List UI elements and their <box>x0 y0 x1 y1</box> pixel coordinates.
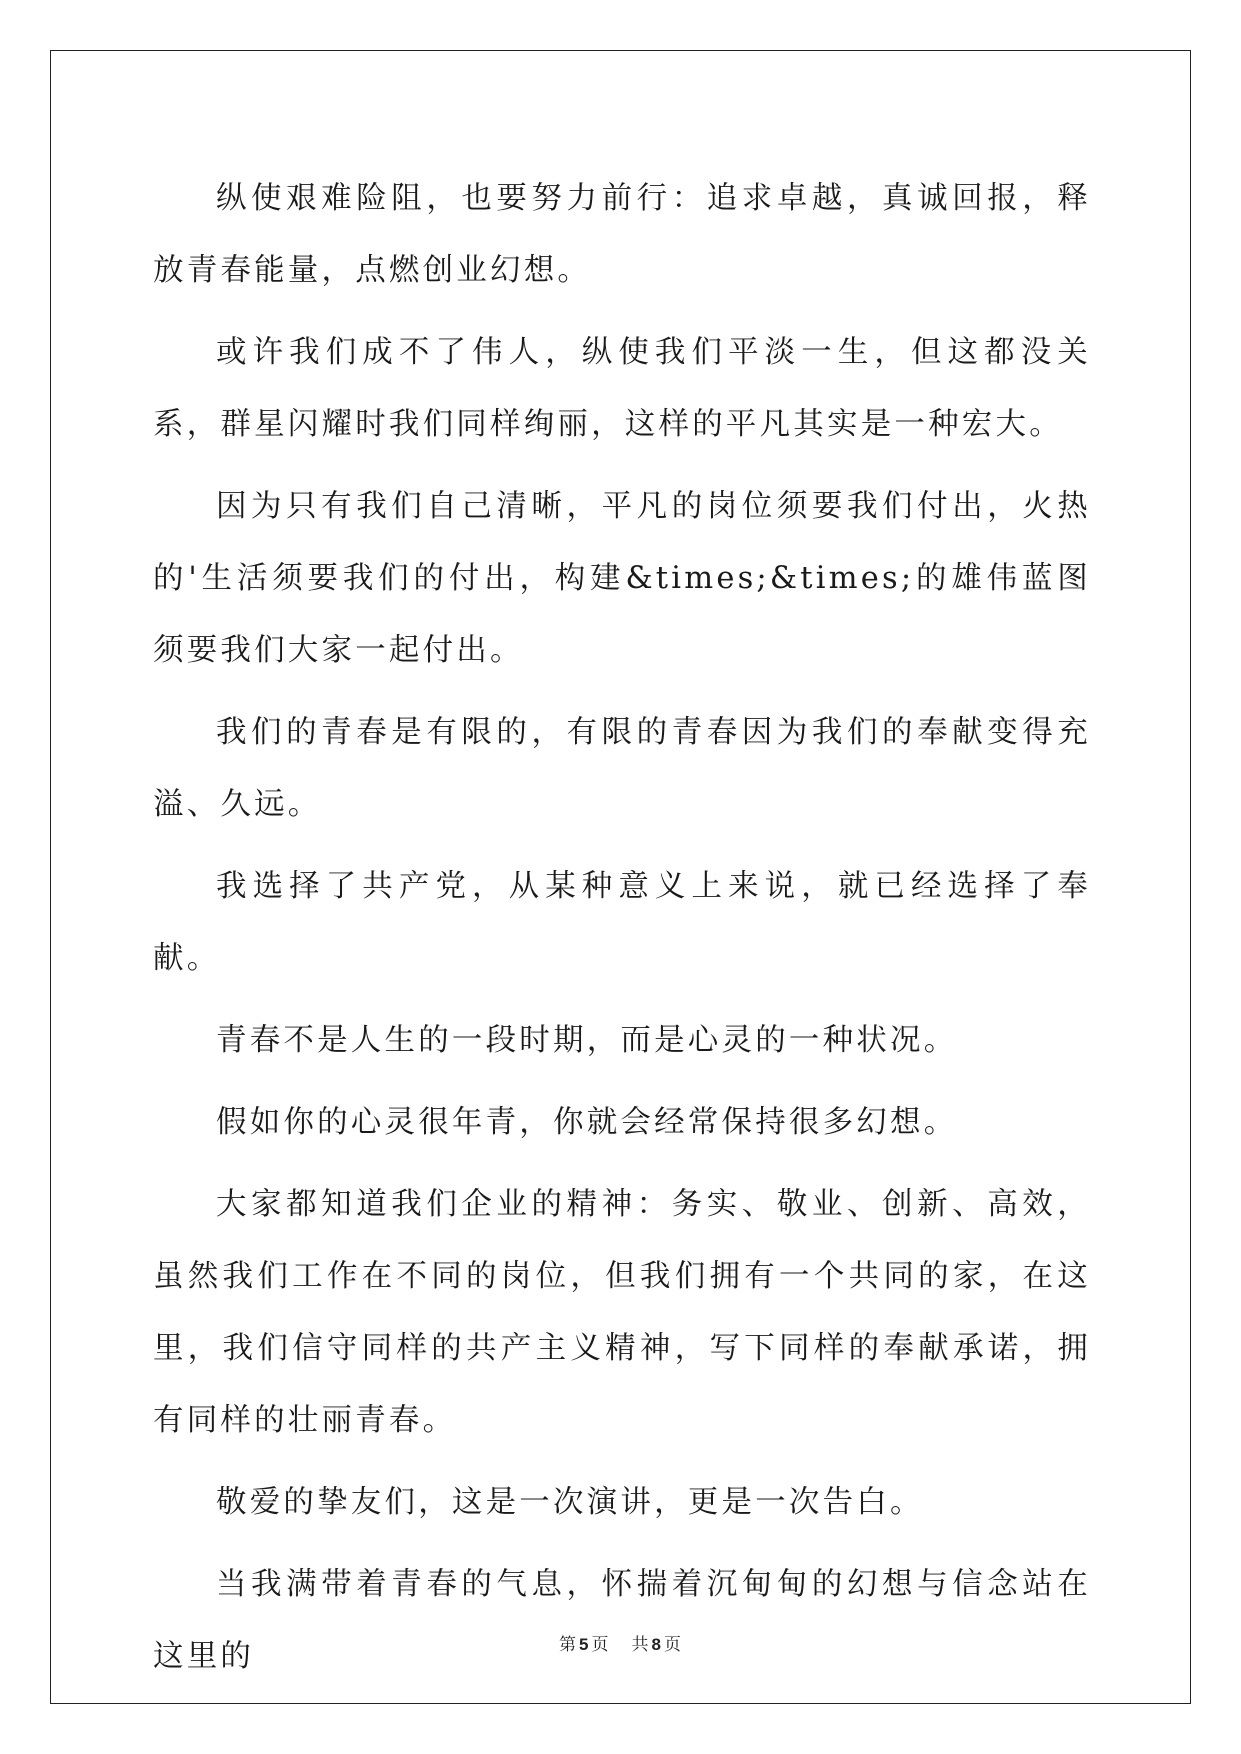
page-number: 5 <box>579 1635 590 1654</box>
paragraph: 我们的青春是有限的，有限的青春因为我们的奉献变得充溢、久远。 <box>153 715 1091 822</box>
paragraph: 我选择了共产党，从某种意义上来说，就已经选择了奉献。 <box>153 869 1091 976</box>
paragraph: 大家都知道我们企业的精神：务实、敬业、创新、高效，虽然我们工作在不同的岗位，但我们拥有一个共同的家，在这里，我们信守同样的共产主义精神，写下同样的奉献承诺，拥有同样的壮丽青春。 <box>153 1187 1091 1438</box>
page-footer <box>0 1630 1241 1655</box>
page-prefix: 第 <box>559 1635 578 1654</box>
page-suffix: 页 <box>591 1635 610 1654</box>
paragraph: 因为只有我们自己清晰，平凡的岗位须要我们付出，火热的'生活须要我们的付出，构建&times;&times;的雄伟蓝图须要我们大家一起付出。 <box>153 489 1091 668</box>
total-pages: 8 <box>651 1635 662 1654</box>
paragraph: 敬爱的挚友们，这是一次演讲，更是一次告白。 <box>216 1485 924 1520</box>
paragraph: 青春不是人生的一段时期，而是心灵的一种状况。 <box>216 1023 958 1058</box>
total-suffix: 页 <box>663 1635 682 1654</box>
paragraph: 当我满带着青春的气息，怀揣着沉甸甸的幻想与信念站在这里的 <box>153 1567 1091 1674</box>
paragraph: 或许我们成不了伟人，纵使我们平淡一生，但这都没关系，群星闪耀时我们同样绚丽，这样的平凡其实是一种宏大。 <box>153 335 1091 442</box>
paragraph: 假如你的心灵很年青，你就会经常保持很多幻想。 <box>216 1105 958 1140</box>
total-prefix: 共 <box>631 1635 650 1654</box>
paragraph: 纵使艰难险阻，也要努力前行：追求卓越，真诚回报，释放青春能量，点燃创业幻想。 <box>153 181 1091 288</box>
document-body <box>153 163 1091 1703</box>
